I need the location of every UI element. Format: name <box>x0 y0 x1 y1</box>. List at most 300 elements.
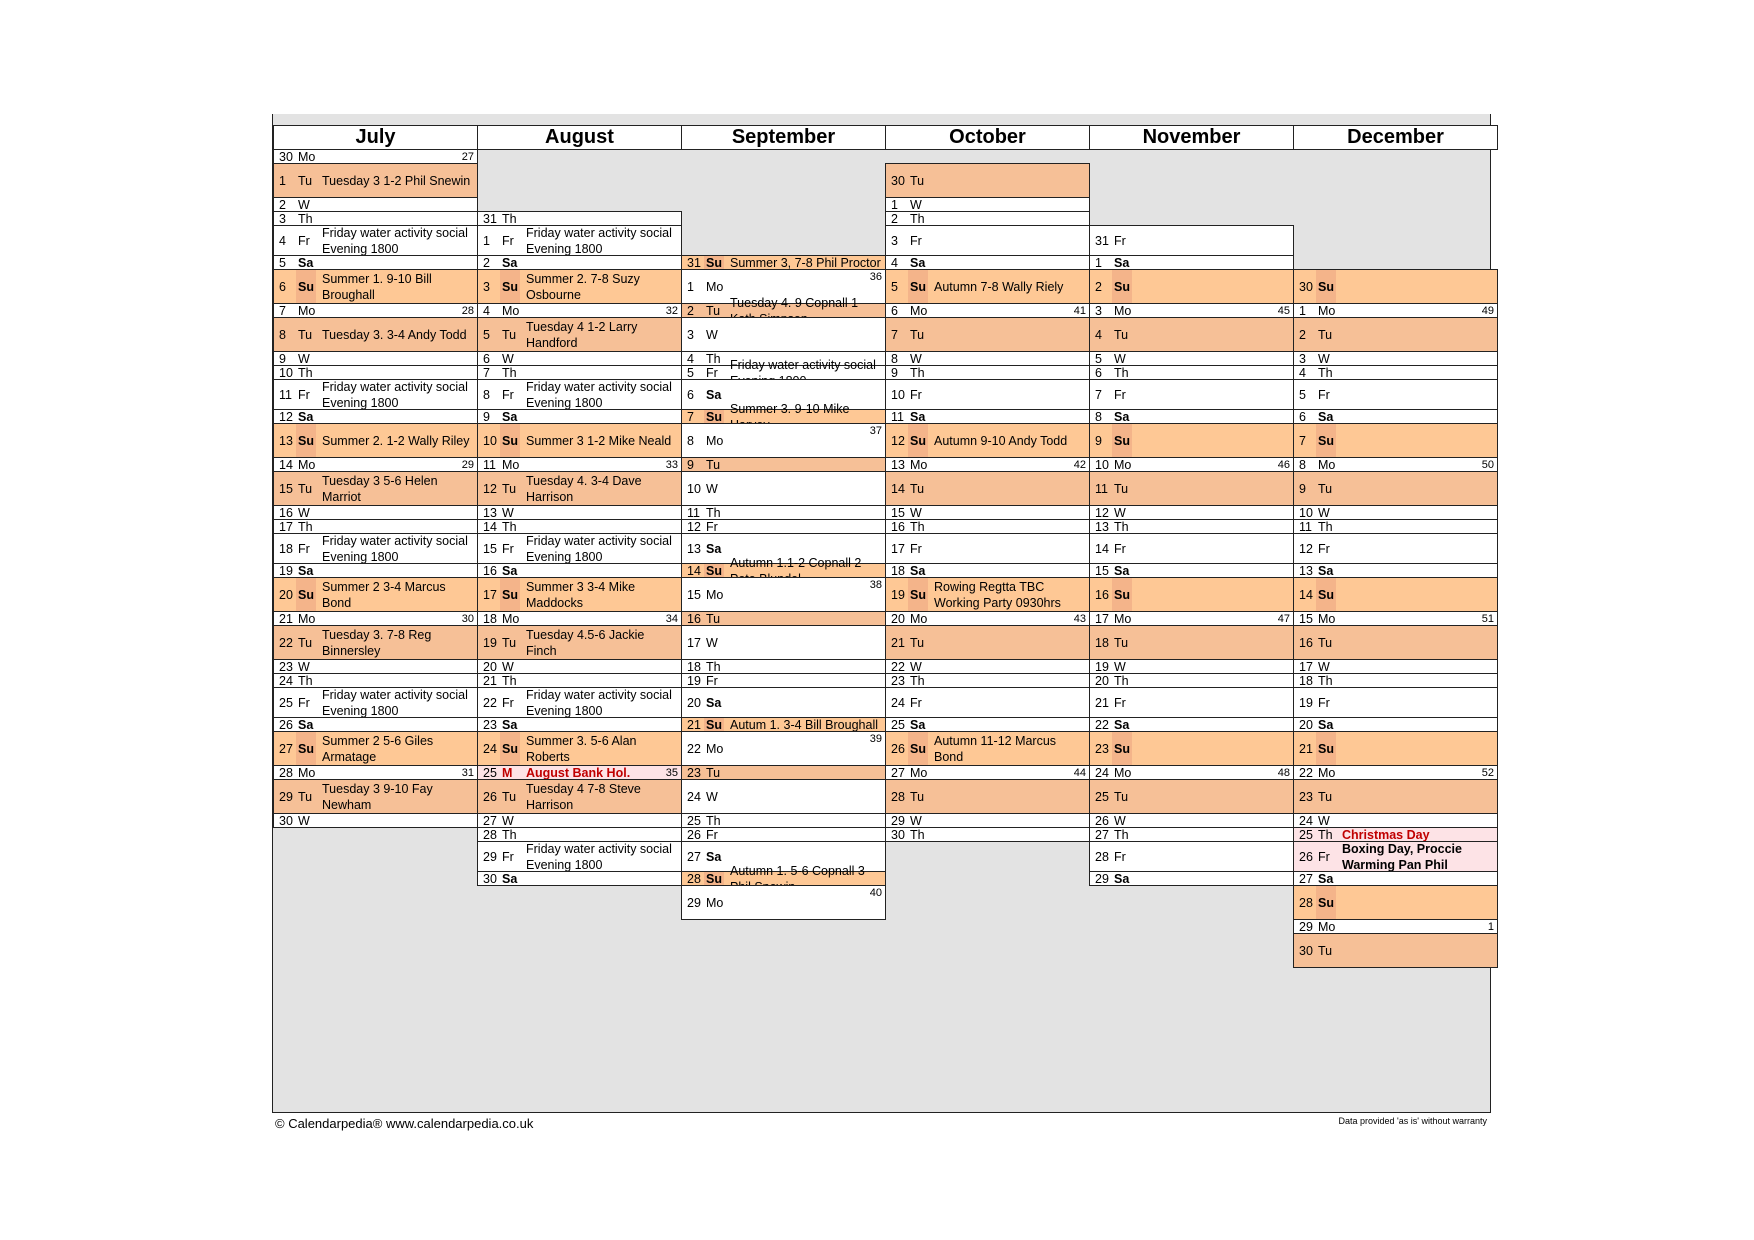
day-of-week: Su <box>1318 279 1334 294</box>
day-cell <box>1293 577 1498 612</box>
day-of-week: Su <box>502 587 518 602</box>
day-cell <box>1293 687 1498 718</box>
day-cell <box>273 457 478 472</box>
week-number: 39 <box>869 733 882 745</box>
week-number: 36 <box>869 271 882 283</box>
event-text: Tuesday 4.5-6 Jackie Finch <box>526 627 645 658</box>
day-of-week: Su <box>706 255 722 270</box>
day-number: 20 <box>483 659 497 674</box>
day-of-week: W <box>298 659 310 674</box>
day-cell <box>885 687 1090 718</box>
day-number: 25 <box>891 717 905 732</box>
day-cell <box>1089 351 1294 366</box>
day-number: 3 <box>891 233 898 248</box>
day-number: 26 <box>279 717 293 732</box>
day-number: 11 <box>891 409 904 424</box>
day-of-week: Tu <box>910 789 925 804</box>
day-number: 11 <box>687 505 700 520</box>
event-text: Summer 3 3-4 Mike Maddocks <box>526 579 636 610</box>
day-cell <box>477 303 682 318</box>
day-cell <box>273 351 478 366</box>
week-number: 34 <box>665 613 678 625</box>
day-cell <box>681 457 886 472</box>
day-cell <box>1293 423 1498 458</box>
day-of-week: Th <box>1114 673 1129 688</box>
day-of-week: Sa <box>298 255 314 270</box>
day-of-week: Th <box>502 211 517 226</box>
day-cell <box>477 351 682 366</box>
day-cell <box>681 687 886 718</box>
day-cell <box>1089 673 1294 688</box>
day-number: 7 <box>687 409 694 424</box>
day-number: 12 <box>687 519 701 534</box>
month-header-november: November <box>1089 125 1294 150</box>
day-number: 25 <box>1299 827 1313 842</box>
day-of-week: Su <box>1114 433 1130 448</box>
day-of-week: Sa <box>298 563 314 578</box>
week-number: 32 <box>665 305 678 317</box>
day-cell <box>885 379 1090 410</box>
week-number: 49 <box>1481 305 1494 317</box>
day-cell <box>1293 317 1498 352</box>
day-number: 25 <box>483 765 497 780</box>
day-cell <box>885 673 1090 688</box>
day-number: 1 <box>279 173 286 188</box>
day-cell <box>1089 827 1294 842</box>
event-text: Summer 1. 9-10 Bill Broughall <box>322 271 432 302</box>
day-of-week: Mo <box>706 587 724 602</box>
day-number: 15 <box>1299 611 1313 626</box>
day-of-week: Su <box>706 563 722 578</box>
day-number: 11 <box>279 387 292 402</box>
week-number: 27 <box>461 151 474 163</box>
day-cell <box>477 813 682 828</box>
day-of-week: W <box>910 351 922 366</box>
event-text: Friday water activity social <box>730 357 876 372</box>
event-text: Friday water activity social Evening 1800 <box>526 687 672 718</box>
day-cell <box>885 731 1090 766</box>
event-text: Tuesday 3 9-10 Fay Newham <box>322 781 433 812</box>
day-of-week: Th <box>502 519 517 534</box>
day-number: 6 <box>1299 409 1306 424</box>
day-of-week: Sa <box>502 717 518 732</box>
day-of-week: Fr <box>1318 541 1330 556</box>
week-number: 30 <box>461 613 474 625</box>
day-number: 2 <box>1299 327 1306 342</box>
day-number: 17 <box>483 587 497 602</box>
month-header-september: September <box>681 125 886 150</box>
day-of-week: Mo <box>910 303 928 318</box>
day-of-week: Tu <box>910 635 925 650</box>
day-number: 17 <box>891 541 905 556</box>
day-number: 7 <box>1095 387 1102 402</box>
day-cell <box>273 303 478 318</box>
day-of-week: Su <box>910 587 926 602</box>
day-of-week: Mo <box>1318 457 1336 472</box>
calendar-grid <box>272 114 1494 1113</box>
day-number: 26 <box>1095 813 1109 828</box>
day-of-week: Mo <box>298 457 316 472</box>
day-number: 29 <box>687 895 701 910</box>
day-cell <box>477 731 682 766</box>
day-cell <box>477 533 682 564</box>
day-of-week: W <box>502 659 514 674</box>
day-of-week: Sa <box>910 409 926 424</box>
day-cell <box>477 717 682 732</box>
day-number: 16 <box>1095 587 1109 602</box>
day-of-week: Tu <box>298 327 313 342</box>
day-number: 16 <box>687 611 701 626</box>
day-number: 21 <box>483 673 497 688</box>
day-of-week: W <box>502 351 514 366</box>
day-cell <box>273 269 478 304</box>
day-number: 2 <box>891 211 898 226</box>
day-cell <box>273 765 478 780</box>
day-of-week: Tu <box>298 173 313 188</box>
day-cell <box>1293 533 1498 564</box>
day-of-week: Sa <box>1114 871 1130 886</box>
day-cell <box>681 505 886 520</box>
day-of-week: Su <box>910 741 926 756</box>
event-text: Boxing Day, Proccie Warming Pan Phil <box>1342 841 1462 872</box>
day-number: 2 <box>483 255 490 270</box>
day-number: 12 <box>1299 541 1313 556</box>
day-of-week: Su <box>1114 587 1130 602</box>
day-of-week: Su <box>1318 587 1334 602</box>
day-of-week: Fr <box>298 387 310 402</box>
day-cell <box>885 519 1090 534</box>
day-number: 25 <box>1095 789 1109 804</box>
day-cell <box>885 765 1090 780</box>
day-number: 25 <box>687 813 701 828</box>
week-number: 44 <box>1073 767 1086 779</box>
day-cell <box>477 765 682 780</box>
day-number: 9 <box>1095 433 1102 448</box>
event-text: Autumn 11-12 Marcus Bond <box>934 733 1057 764</box>
day-of-week: Sa <box>502 409 518 424</box>
day-cell <box>273 317 478 352</box>
day-of-week: Mo <box>706 741 724 756</box>
day-cell <box>681 255 886 270</box>
day-of-week: W <box>1114 813 1126 828</box>
week-number: 37 <box>869 425 882 437</box>
event-text: Tuesday 3 1-2 Phil Snewin <box>322 173 471 188</box>
day-number: 3 <box>687 327 694 342</box>
day-cell <box>1089 563 1294 578</box>
day-number: 18 <box>1299 673 1313 688</box>
day-number: 10 <box>1095 457 1109 472</box>
day-cell <box>1089 731 1294 766</box>
day-number: 2 <box>687 303 694 318</box>
month-header-july: July <box>273 125 478 150</box>
day-number: 9 <box>687 457 694 472</box>
day-of-week: Th <box>910 211 925 226</box>
day-of-week: Su <box>1114 279 1130 294</box>
day-number: 12 <box>891 433 905 448</box>
event-text: Tuesday 4 1-2 Larry Handford <box>526 319 638 350</box>
day-of-week: Mo <box>298 303 316 318</box>
day-of-week: Su <box>502 741 518 756</box>
week-number: 47 <box>1277 613 1290 625</box>
day-cell <box>681 673 886 688</box>
day-number: 24 <box>1095 765 1109 780</box>
day-cell <box>273 659 478 674</box>
day-number: 27 <box>279 741 293 756</box>
day-of-week: W <box>1114 351 1126 366</box>
day-number: 13 <box>687 541 701 556</box>
day-cell <box>1089 687 1294 718</box>
day-cell <box>273 225 478 256</box>
day-number: 9 <box>483 409 490 424</box>
day-cell <box>1293 379 1498 410</box>
day-number: 30 <box>279 813 293 828</box>
event-text: Autumn 9-10 Andy Todd <box>934 433 1068 448</box>
day-number: 28 <box>891 789 905 804</box>
day-cell <box>1293 871 1498 886</box>
day-number: 5 <box>279 255 286 270</box>
day-number: 18 <box>483 611 497 626</box>
day-cell <box>273 533 478 564</box>
day-number: 9 <box>1299 481 1306 496</box>
week-number: 40 <box>869 887 882 899</box>
day-number: 13 <box>891 457 905 472</box>
day-number: 8 <box>279 327 286 342</box>
day-number: 3 <box>1299 351 1306 366</box>
day-number: 14 <box>279 457 293 472</box>
day-number: 23 <box>1299 789 1313 804</box>
day-of-week: Su <box>298 587 314 602</box>
event-text: Summer 3 1-2 Mike Neald <box>526 433 672 448</box>
day-of-week: Su <box>298 741 314 756</box>
day-number: 23 <box>687 765 701 780</box>
day-number: 12 <box>279 409 293 424</box>
event-text: Summer 3. 5-6 Alan Roberts <box>526 733 637 764</box>
day-of-week: Su <box>706 409 722 424</box>
day-of-week: Mo <box>1114 303 1132 318</box>
day-number: 18 <box>1095 635 1109 650</box>
day-number: 12 <box>1095 505 1109 520</box>
event-text: Christmas Day <box>1342 827 1430 842</box>
day-of-week: Fr <box>502 541 514 556</box>
day-of-week: Fr <box>706 673 718 688</box>
day-cell <box>1293 519 1498 534</box>
day-of-week: Fr <box>502 849 514 864</box>
event-text: Tuesday 3. 7-8 Reg Binnersley <box>322 627 432 658</box>
day-cell <box>273 577 478 612</box>
day-cell <box>1293 933 1498 968</box>
day-number: 8 <box>483 387 490 402</box>
day-cell <box>1089 505 1294 520</box>
day-cell <box>273 471 478 506</box>
day-of-week: Th <box>706 351 721 366</box>
day-number: 4 <box>279 233 286 248</box>
day-of-week: Sa <box>502 563 518 578</box>
day-number: 24 <box>279 673 293 688</box>
day-number: 14 <box>483 519 497 534</box>
day-number: 21 <box>1095 695 1109 710</box>
day-cell <box>477 457 682 472</box>
day-cell <box>477 871 682 886</box>
day-cell <box>885 269 1090 304</box>
day-number: 17 <box>687 635 701 650</box>
event-text: Summer 3. 9-10 Mike <box>730 401 850 416</box>
day-cell <box>477 625 682 660</box>
day-cell <box>681 731 886 766</box>
day-cell <box>1089 379 1294 410</box>
day-number: 4 <box>891 255 898 270</box>
day-number: 11 <box>1095 481 1108 496</box>
day-number: 18 <box>279 541 293 556</box>
day-number: 21 <box>1299 741 1313 756</box>
event-text: August Bank Hol. <box>526 765 631 780</box>
day-of-week: Su <box>298 433 314 448</box>
day-of-week: Sa <box>502 255 518 270</box>
month-header-august: August <box>477 125 682 150</box>
day-number: 16 <box>279 505 293 520</box>
day-cell <box>273 813 478 828</box>
day-cell <box>1089 765 1294 780</box>
day-cell <box>681 717 886 732</box>
day-of-week: Fr <box>1114 695 1126 710</box>
day-number: 30 <box>1299 943 1313 958</box>
day-of-week: Sa <box>1114 409 1130 424</box>
event-text: Friday water activity social Evening 1800 <box>526 225 672 256</box>
day-number: 20 <box>891 611 905 626</box>
day-of-week: Sa <box>910 255 926 270</box>
day-number: 19 <box>483 635 497 650</box>
day-number: 29 <box>279 789 293 804</box>
week-number: 28 <box>461 305 474 317</box>
day-number: 19 <box>687 673 701 688</box>
day-of-week: Th <box>706 505 721 520</box>
day-number: 24 <box>483 741 497 756</box>
day-cell <box>681 765 886 780</box>
day-number: 4 <box>1299 365 1306 380</box>
day-of-week: Fr <box>1318 387 1330 402</box>
day-cell <box>681 885 886 920</box>
day-number: 5 <box>687 365 694 380</box>
day-of-week: Su <box>502 433 518 448</box>
day-number: 14 <box>687 563 701 578</box>
day-number: 14 <box>1095 541 1109 556</box>
day-cell <box>1089 255 1294 270</box>
day-of-week: Tu <box>502 635 517 650</box>
day-of-week: Mo <box>910 611 928 626</box>
day-cell <box>885 163 1090 198</box>
day-of-week: W <box>298 351 310 366</box>
event-text: Autumn 1.1-2 Copnall 2 <box>730 555 862 570</box>
day-number: 24 <box>891 695 905 710</box>
day-of-week: Fr <box>1114 387 1126 402</box>
day-number: 10 <box>1299 505 1313 520</box>
day-number: 11 <box>1299 519 1312 534</box>
day-cell <box>885 717 1090 732</box>
day-cell <box>681 625 886 660</box>
day-cell <box>885 255 1090 270</box>
day-of-week: Th <box>910 519 925 534</box>
day-cell <box>1293 717 1498 732</box>
day-cell <box>681 423 886 458</box>
day-cell <box>885 563 1090 578</box>
day-of-week: Sa <box>910 717 926 732</box>
day-number: 18 <box>687 659 701 674</box>
day-cell <box>477 779 682 814</box>
day-cell <box>273 197 478 212</box>
day-of-week: Th <box>1318 673 1333 688</box>
day-cell <box>1293 611 1498 626</box>
day-of-week: W <box>1318 813 1330 828</box>
day-cell <box>477 225 682 256</box>
week-number: 51 <box>1481 613 1494 625</box>
day-number: 4 <box>1095 327 1102 342</box>
day-number: 27 <box>891 765 905 780</box>
day-of-week: W <box>706 481 718 496</box>
day-of-week: Fr <box>706 827 718 842</box>
day-number: 13 <box>1095 519 1109 534</box>
day-cell <box>273 423 478 458</box>
day-cell <box>885 611 1090 626</box>
day-cell <box>477 505 682 520</box>
day-number: 18 <box>891 563 905 578</box>
day-number: 3 <box>483 279 490 294</box>
event-text: Summer 2 3-4 Marcus Bond <box>322 579 446 610</box>
event-text: Tuesday 4. 9 Copnall 1 <box>730 295 859 310</box>
day-number: 14 <box>891 481 905 496</box>
day-number: 26 <box>891 741 905 756</box>
day-cell <box>681 813 886 828</box>
week-number: 43 <box>1073 613 1086 625</box>
event-text: Autumn 7-8 Wally Riely <box>934 279 1064 294</box>
day-of-week: Fr <box>1114 849 1126 864</box>
day-cell <box>681 555 886 578</box>
day-cell <box>273 255 478 270</box>
day-number: 31 <box>687 255 701 270</box>
week-number: 48 <box>1277 767 1290 779</box>
week-number: 35 <box>665 767 678 779</box>
day-number: 26 <box>483 789 497 804</box>
day-of-week: Th <box>1318 519 1333 534</box>
day-cell <box>1293 625 1498 660</box>
day-number: 29 <box>891 813 905 828</box>
event-text: Friday water activity social Evening 1800 <box>322 533 468 564</box>
day-number: 13 <box>279 433 293 448</box>
day-cell <box>1293 471 1498 506</box>
day-of-week: Th <box>502 673 517 688</box>
day-number: 9 <box>891 365 898 380</box>
day-number: 5 <box>1095 351 1102 366</box>
day-of-week: Th <box>502 365 517 380</box>
day-of-week: Su <box>502 279 518 294</box>
day-of-week: Th <box>502 827 517 842</box>
day-of-week: Sa <box>1114 563 1130 578</box>
day-number: 28 <box>279 765 293 780</box>
day-cell <box>477 471 682 506</box>
day-of-week: Th <box>1114 827 1129 842</box>
day-number: 21 <box>891 635 905 650</box>
day-cell <box>1293 269 1498 304</box>
event-text: Tuesday 3 5-6 Helen Marriot <box>322 473 438 504</box>
day-cell <box>1089 225 1294 256</box>
day-number: 17 <box>279 519 293 534</box>
day-number: 20 <box>687 695 701 710</box>
day-of-week: Su <box>1318 895 1334 910</box>
day-cell <box>477 255 682 270</box>
day-number: 3 <box>279 211 286 226</box>
day-cell <box>273 409 478 424</box>
day-of-week: M <box>502 765 513 780</box>
day-cell <box>1089 471 1294 506</box>
day-number: 7 <box>483 365 490 380</box>
